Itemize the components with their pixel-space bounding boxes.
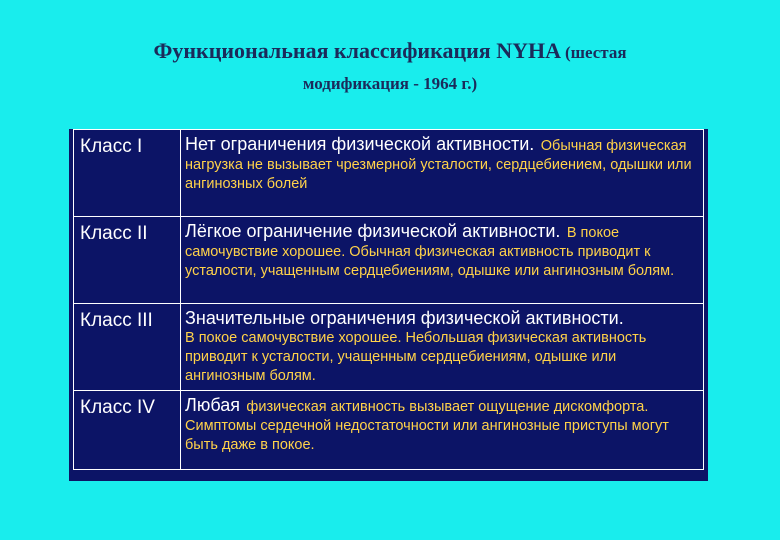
class-lead: Любая bbox=[185, 395, 240, 415]
slide-title bbox=[0, 36, 780, 99]
title-line2: модификация - 1964 г.) bbox=[302, 74, 478, 93]
class-label: Класс III bbox=[74, 304, 181, 391]
table-row bbox=[74, 391, 704, 470]
class-description bbox=[181, 130, 704, 217]
class-description bbox=[181, 391, 704, 470]
class-body: В покое самочувствие хорошее. Небольшая физическая активность приводит к усталости, учащенным сердцебиениям, одышке или ангинозным болям. bbox=[185, 330, 647, 384]
classification-panel bbox=[69, 129, 708, 481]
class-body: физическая активность вызывает ощущение дискомфорта. Симптомы сердечной недостаточности или ангинозные приступы могут быть даже в покое. bbox=[185, 399, 669, 453]
class-lead: Лёгкое ограничение физической активности. bbox=[185, 221, 561, 241]
class-description bbox=[181, 217, 704, 304]
classification-table bbox=[73, 129, 704, 470]
class-body: В покое самочувствие хорошее. Обычная физическая активность приводит к усталости, учащенным сердцебиениям, одышке или ангинозным болям. bbox=[185, 225, 675, 279]
class-label: Класс I bbox=[74, 130, 181, 217]
class-label: Класс IV bbox=[74, 391, 181, 470]
title-sub-open: (шестая bbox=[564, 43, 627, 62]
class-lead: Нет ограничения физической активности. bbox=[185, 134, 535, 154]
table-row bbox=[74, 304, 704, 391]
title-main: Функциональная классификация NYHA bbox=[153, 38, 561, 63]
table-row bbox=[74, 130, 704, 217]
class-lead: Значительные ограничения физической активности. bbox=[185, 308, 624, 328]
table-row bbox=[74, 217, 704, 304]
class-description bbox=[181, 304, 704, 391]
class-body: Обычная физическая нагрузка не вызывает чрезмерной усталости, сердцебиением, одышки или ангинозных болей bbox=[185, 138, 692, 192]
class-label: Класс II bbox=[74, 217, 181, 304]
